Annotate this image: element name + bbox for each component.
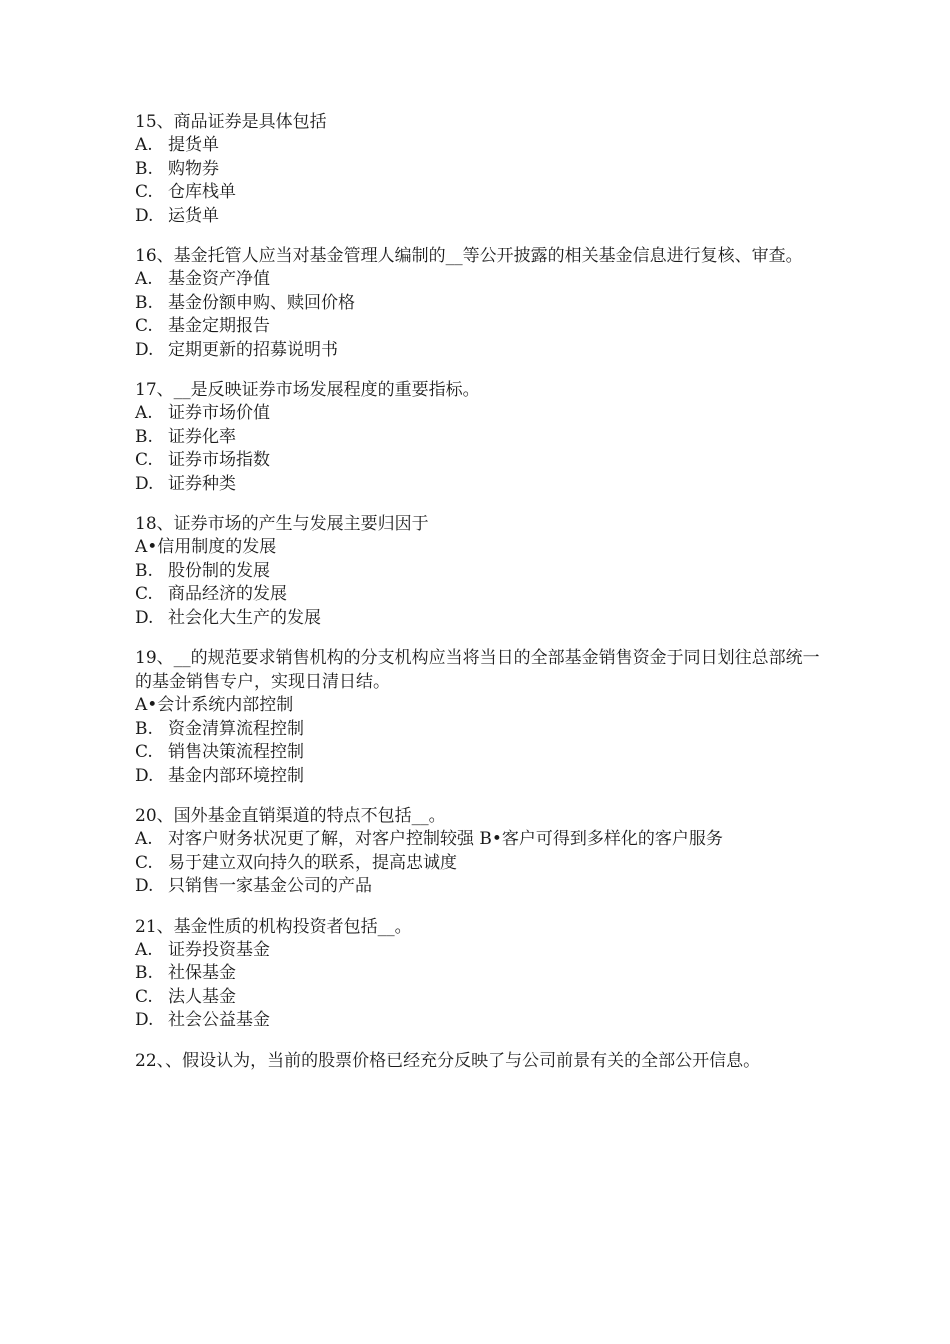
option-label: C.: [135, 986, 153, 1007]
option-row: [135, 694, 825, 718]
option-row: [135, 718, 825, 742]
option-row: [135, 560, 825, 584]
option-label: B.: [135, 560, 153, 581]
option-row: [135, 583, 825, 607]
option-row: [135, 426, 825, 450]
option-text: 证券市场指数: [168, 450, 270, 470]
question-stem: 15、商品证券是具体包括: [135, 112, 327, 132]
option-text: 基金定期报告: [168, 316, 270, 336]
option-row: [135, 134, 825, 158]
option-row: [135, 939, 825, 963]
option-row: [135, 986, 825, 1010]
option-label: C.: [135, 450, 153, 470]
option-text: A•信用制度的发展: [135, 537, 277, 557]
option-text: 社会公益基金: [168, 1010, 270, 1030]
question-block: [135, 512, 825, 630]
question-stem: 22、、假设认为，当前的股票价格已经充分反映了与公司前景有关的全部公开信息。: [135, 1050, 761, 1071]
option-text: 法人基金: [168, 986, 236, 1007]
option-label: D.: [135, 339, 154, 360]
question-stem: 16、基金托管人应当对基金管理人编制的__等公开披露的相关基金信息进行复核、审查。: [135, 246, 803, 266]
option-text: 社会化大生产的发展: [168, 607, 321, 628]
option-row: [135, 402, 825, 426]
option-label: A.: [135, 829, 153, 849]
option-row: [135, 741, 825, 765]
option-row: [135, 205, 825, 229]
option-label: B.: [135, 158, 153, 179]
option-row: [135, 339, 825, 363]
option-label: D.: [135, 473, 154, 494]
option-text: A•会计系统内部控制: [135, 695, 294, 715]
option-row: [135, 962, 825, 986]
option-label: B.: [135, 963, 153, 983]
option-text: 股份制的发展: [168, 560, 270, 581]
option-row: [135, 181, 825, 205]
option-row: [135, 828, 825, 852]
option-label: B.: [135, 718, 153, 739]
option-text: 购物券: [168, 158, 219, 179]
option-label: D.: [135, 205, 154, 226]
question-block: [135, 110, 825, 228]
option-label: D.: [135, 876, 154, 896]
option-text: 基金份额申购、赎回价格: [168, 292, 355, 313]
option-text: 运货单: [168, 205, 219, 226]
option-label: C.: [135, 742, 153, 762]
option-row: [135, 1009, 825, 1033]
option-row: [135, 315, 825, 339]
option-text: 社保基金: [168, 963, 236, 983]
option-label: A.: [135, 939, 153, 960]
option-row: [135, 473, 825, 497]
question-block: [135, 1049, 825, 1073]
option-label: C.: [135, 316, 153, 336]
option-row: [135, 875, 825, 899]
question-block: [135, 244, 825, 362]
option-text: 定期更新的招募说明书: [168, 339, 338, 360]
option-label: B.: [135, 426, 153, 447]
option-label: C.: [135, 182, 153, 202]
option-text: 资金清算流程控制: [168, 718, 304, 739]
question-block: [135, 804, 825, 899]
option-text: 易于建立双向持久的联系，提高忠诚度: [168, 852, 457, 873]
option-label: D.: [135, 607, 154, 628]
question-stem: 20、国外基金直销渠道的特点不包括__。: [135, 806, 446, 826]
question-block: [135, 378, 825, 496]
option-text: 商品经济的发展: [168, 584, 287, 604]
option-row: [135, 268, 825, 292]
option-text: 只销售一家基金公司的产品: [168, 876, 372, 896]
option-row: [135, 607, 825, 631]
option-text: 证券种类: [168, 473, 236, 494]
option-text: 证券化率: [168, 426, 236, 447]
question-block: [135, 646, 825, 788]
option-row: [135, 765, 825, 789]
option-text: 对客户财务状况更了解，对客户控制较强 B•客户可得到多样化的客户服务: [168, 829, 723, 849]
option-label: D.: [135, 1010, 154, 1030]
question-stem: 21、基金性质的机构投资者包括__。: [135, 916, 412, 937]
question-block: [135, 915, 825, 1033]
question-stem: 19、__的规范要求销售机构的分支机构应当将当日的全部基金销售资金于同日划往总部统一的基金销售专户，实现日清日结。: [135, 648, 820, 692]
option-row: [135, 449, 825, 473]
option-text: 证券投资基金: [168, 939, 270, 960]
option-row: [135, 158, 825, 182]
option-label: B.: [135, 292, 153, 313]
option-label: A.: [135, 269, 153, 289]
option-text: 基金内部环境控制: [168, 765, 304, 786]
question-stem: 17、__是反映证券市场发展程度的重要指标。: [135, 380, 480, 400]
option-text: 仓库栈单: [168, 182, 236, 202]
option-text: 证券市场价值: [168, 403, 270, 423]
option-text: 提货单: [168, 135, 219, 155]
option-text: 销售决策流程控制: [168, 742, 304, 762]
option-row: [135, 852, 825, 876]
option-label: A.: [135, 135, 153, 155]
option-label: A.: [135, 403, 153, 423]
option-label: D.: [135, 765, 154, 786]
option-text: 基金资产净值: [168, 269, 270, 289]
option-label: C.: [135, 852, 153, 873]
option-row: [135, 292, 825, 316]
option-row: [135, 536, 825, 560]
question-stem: 18、证券市场的产生与发展主要归因于: [135, 514, 429, 534]
option-label: C.: [135, 584, 153, 604]
question-list: [135, 110, 825, 1089]
